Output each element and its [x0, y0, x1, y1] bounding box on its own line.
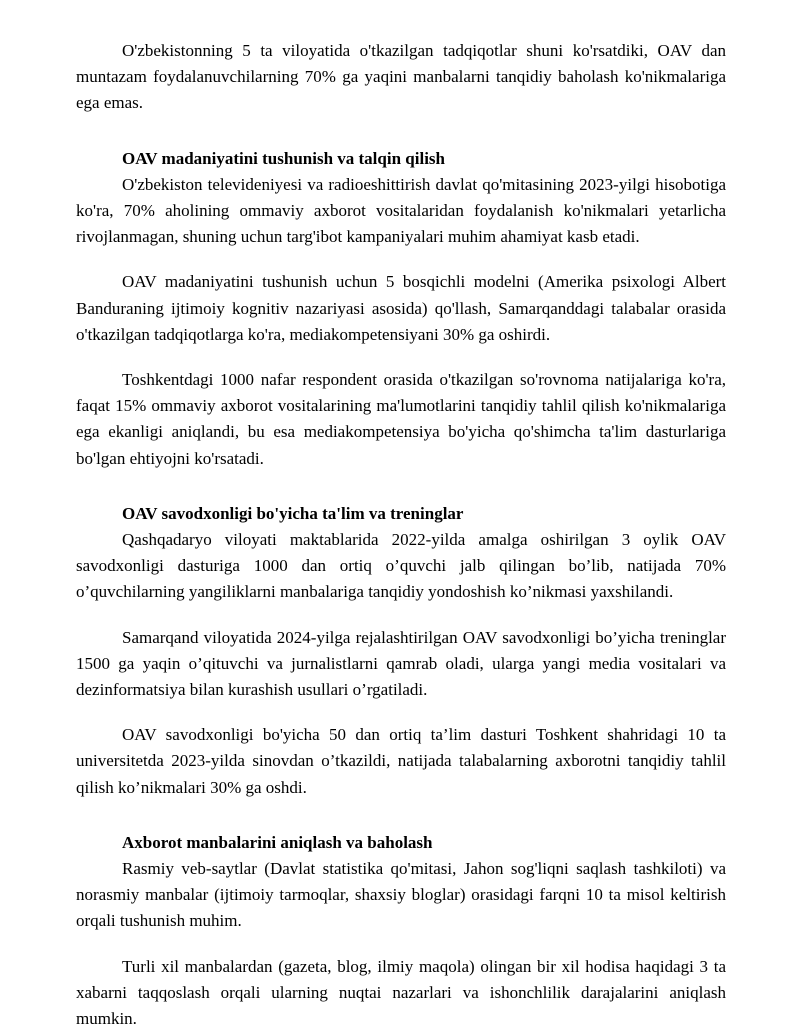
- culture-paragraph-2: OAV madaniyatini tushunish uchun 5 bosqichli modelni (Amerika psixologi Albert Banduraning ijtimoiy kognitiv nazariyasi asosida) qo'llash, Samarqanddagi talabalar orasida o'tkazilgan tadqiqotlarga ko'ra, mediakompetensiyani 30% ga oshirdi.: [76, 272, 726, 344]
- document-page: [76, 38, 726, 1032]
- section-heading-training: OAV savodxonligi bo'yicha ta'lim va treninglar: [122, 503, 464, 523]
- intro-paragraph: O'zbekistonning 5 ta viloyatida o'tkazilgan tadqiqotlar shuni ko'rsatdiki, OAV dan muntazam foydalanuvchilarning 70% ga yaqini manbalarni tanqidiy baholash ko'nikmalariga ega emas.: [76, 41, 726, 113]
- section-heading-sources: Axborot manbalarini aniqlash va baholash: [122, 832, 433, 852]
- training-paragraph-1: Qashqadaryo viloyati maktablarida 2022-yilda amalga oshirilgan 3 oylik OAV savodxonligi dasturiga 1000 dan ortiq o’quvchi jalb qilingan bo’lib, natijada 70% o’quvchilarning yangiliklarni manbalariga tanqidiy yondoshish ko’nikmasi yaxshilandi.: [76, 530, 726, 602]
- training-paragraph-2: Samarqand viloyatida 2024-yilga rejalashtirilgan OAV savodxonligi bo’yicha treninglar 1500 ga yaqin o’qituvchi va jurnalistlarni qamrab oladi, ularga yangi media vositalari va dezinformatsiya bilan kurashish usullari o’rgatiladi.: [76, 627, 726, 700]
- culture-paragraph-1: O'zbekiston televideniyesi va radioeshittirish davlat qo'mitasining 2023-yilgi hisobotiga ko'ra, 70% aholining ommaviy axborot vositalaridan foydalanish ko'nikmalari yetarlicha rivojlanmagan, shuning uchun targ'ibot kampaniyalari muhim ahamiyat kasb etadi.: [76, 174, 726, 247]
- training-paragraph-3: OAV savodxonligi bo'yicha 50 dan ortiq ta’lim dasturi Toshkent shahridagi 10 ta universitetda 2023-yilda sinovdan o’tkazildi, natijada talabalarning axborotni tanqidiy tahlil qilish ko’nikmalari 30% ga oshdi.: [76, 725, 726, 797]
- culture-paragraph-3: Toshkentdagi 1000 nafar respondent orasida o'tkazilgan so'rovnoma natijalariga ko'ra, faqat 15% ommaviy axborot vositalarining ma'lumotlarini tanqidiy tahlil qilish ko'nikmalariga ega ekanligi aniqlandi, bu esa mediakompetensiya bo'yicha qo'shimcha ta'lim dasturlariga bo'lgan ehtiyojni ko'rsatadi.: [76, 370, 726, 468]
- section-heading-culture: OAV madaniyatini tushunish va talqin qilish: [122, 148, 445, 168]
- sources-paragraph-1: Rasmiy veb-saytlar (Davlat statistika qo'mitasi, Jahon sog'liqni saqlash tashkiloti) va norasmiy manbalar (ijtimoiy tarmoqlar, shaxsiy bloglar) orasidagi farqni 10 ta misol keltirish orqali tushunish muhim.: [76, 859, 726, 931]
- sources-paragraph-2: Turli xil manbalardan (gazeta, blog, ilmiy maqola) olingan bir xil hodisa haqidagi 3 ta xabarni taqqoslash orqali ularning nuqtai nazarlari va ishonchlilik darajalarini aniqlash mumkin.: [76, 956, 726, 1029]
